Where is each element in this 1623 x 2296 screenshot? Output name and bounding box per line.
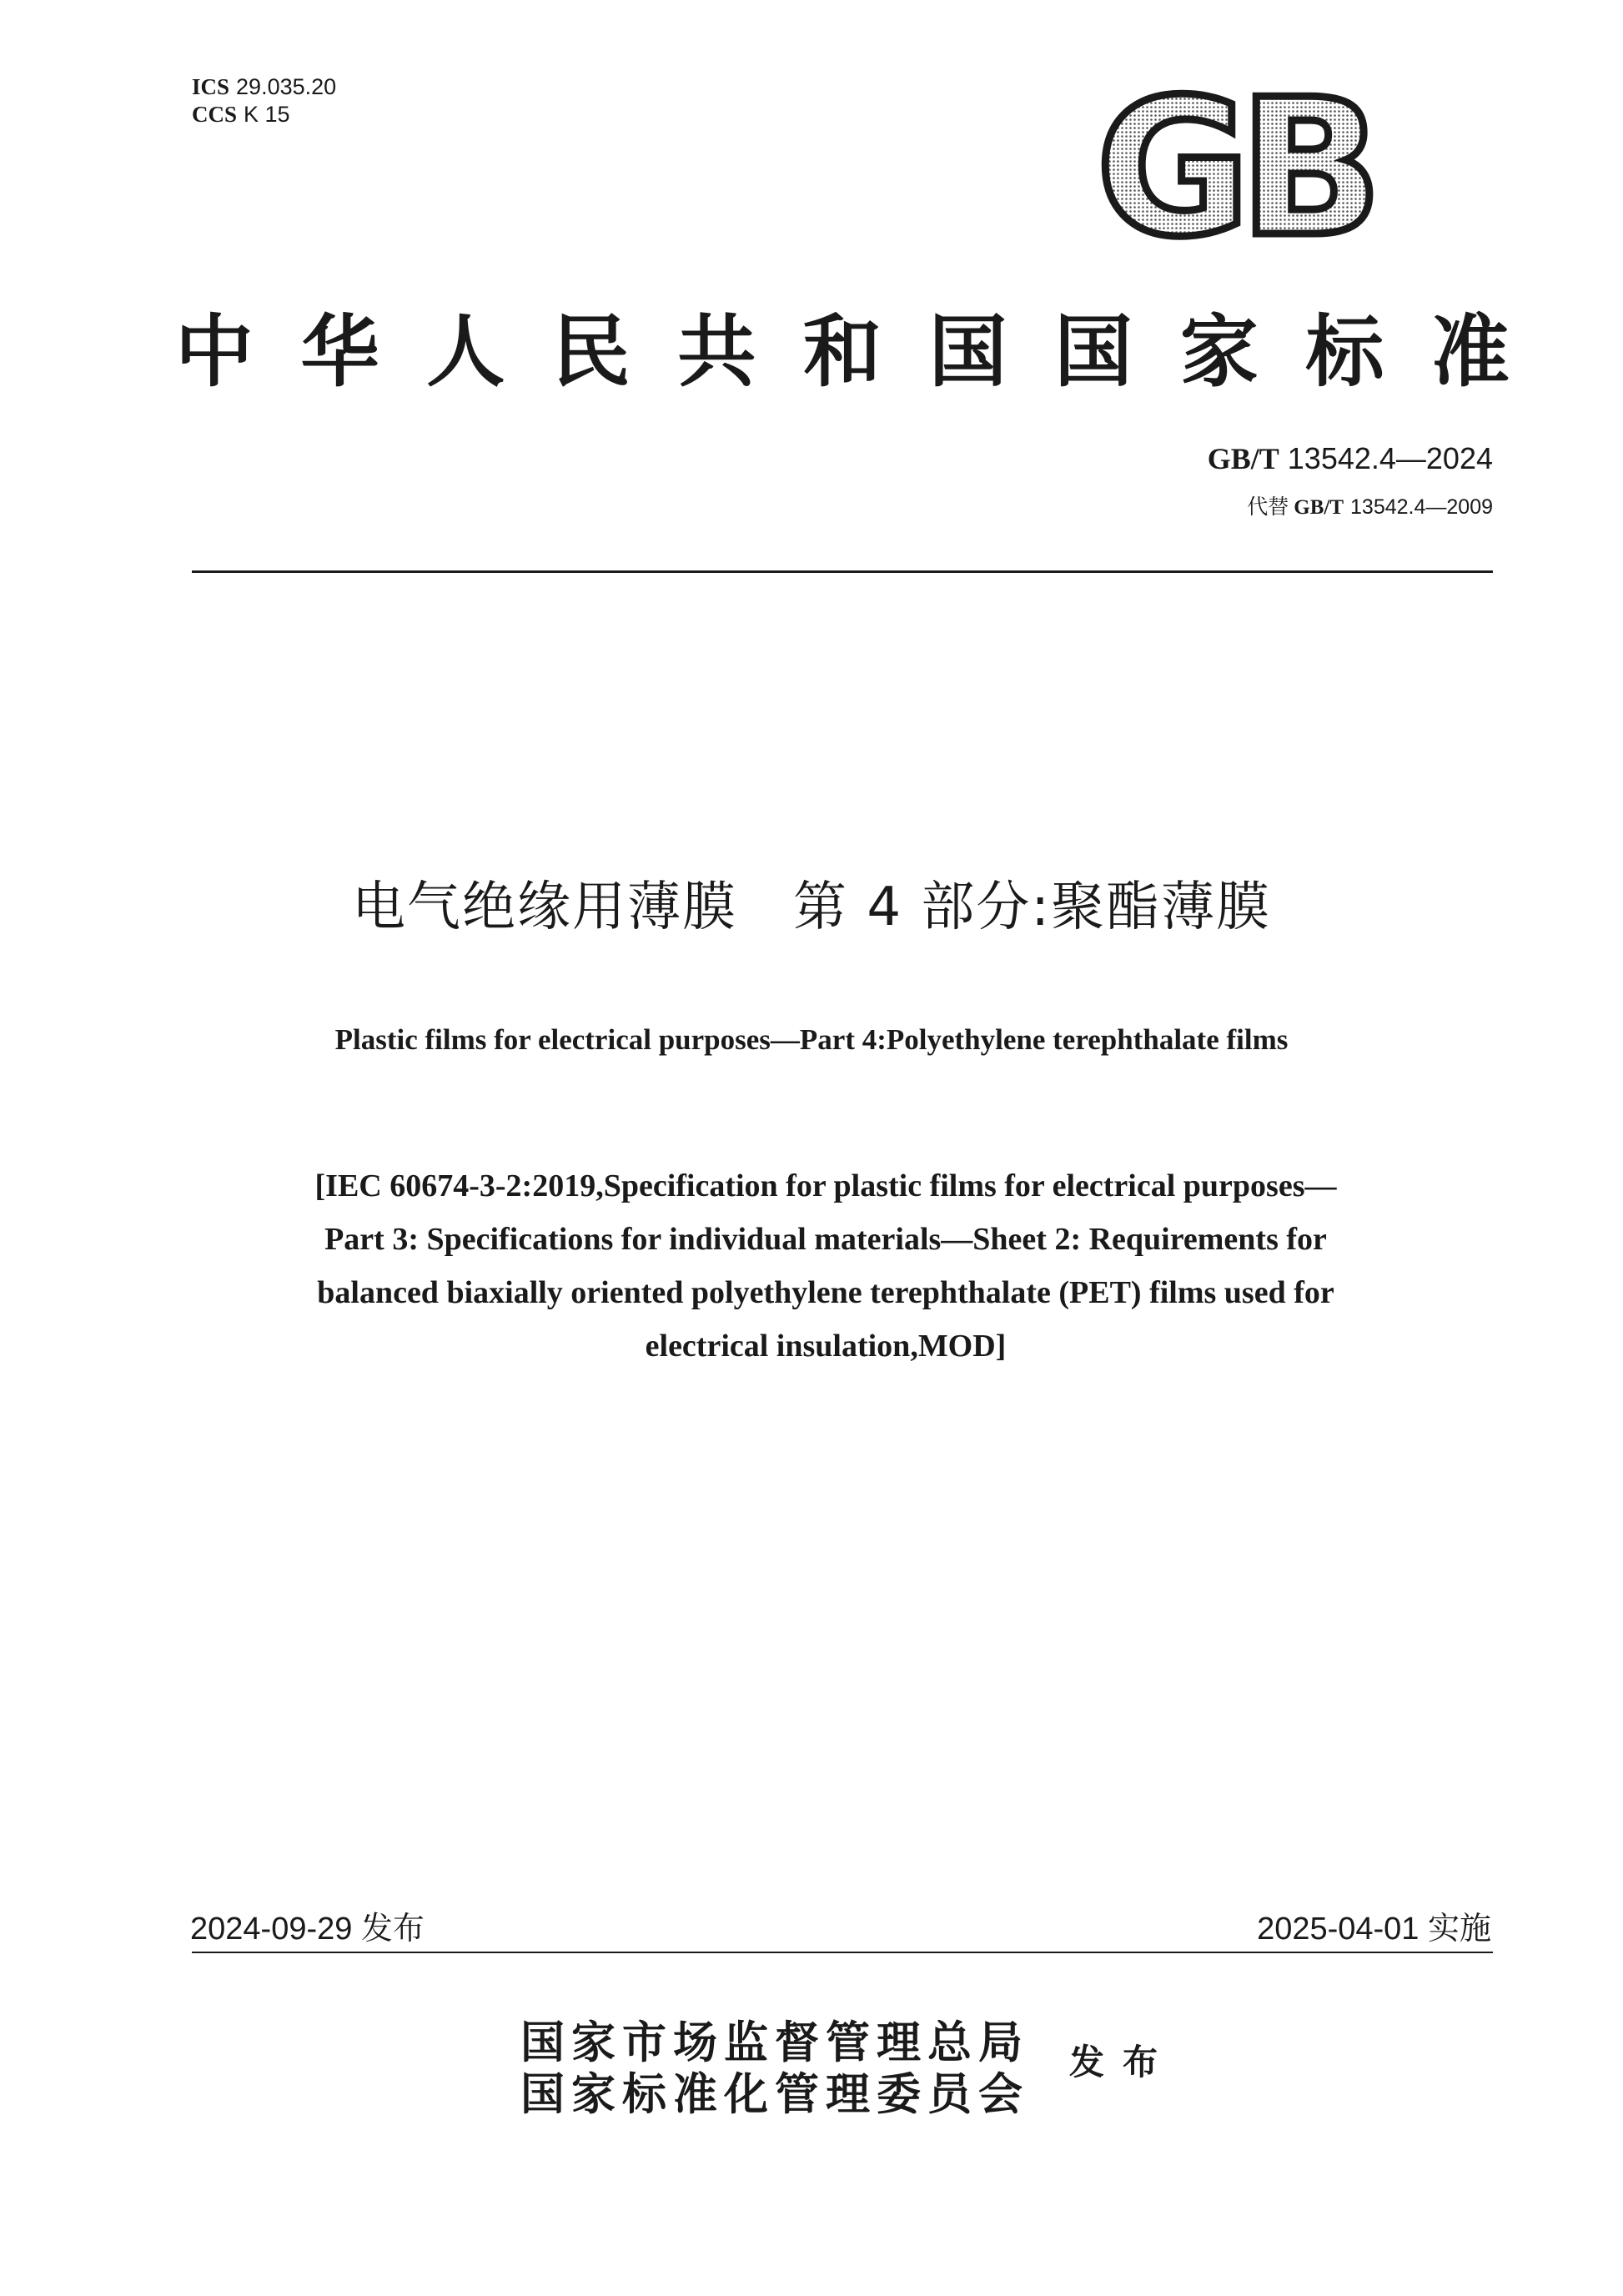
title-char: 准 [1430, 307, 1510, 398]
standard-number [1208, 440, 1493, 477]
issuer-line: 国家市场监督管理总局 [520, 2017, 1029, 2068]
issuing-authorities [520, 2017, 1029, 2120]
title-char: 和 [802, 307, 882, 398]
title-char: 民 [551, 307, 631, 398]
title-char: 标 [1305, 307, 1384, 398]
ics-code [192, 73, 336, 101]
replaces-label: 代替 [1247, 495, 1289, 519]
title-char: 国 [928, 307, 1007, 398]
ics-value: 29.035.20 [236, 74, 337, 99]
title-char: 华 [300, 307, 379, 398]
replaces-code: 13542.4—2009 [1350, 495, 1493, 519]
iec-reference [192, 1159, 1460, 1373]
iec-line: electrical insulation,MOD] [645, 1329, 1007, 1364]
replaces-standard [1247, 494, 1493, 521]
iec-line: [IEC 60674-3-2:2019,Specification for plastic films for electrical purposes— [314, 1168, 1337, 1203]
iec-line: Part 3: Specifications for individual materials—Sheet 2: Requirements for [324, 1222, 1327, 1257]
issue-action: 发布 [1069, 2042, 1177, 2082]
national-standard-title [175, 299, 1510, 407]
iec-line: balanced biaxially oriented polyethylene terephthalate (PET) films used for [317, 1275, 1334, 1310]
ccs-code [192, 101, 336, 128]
title-char: 家 [1179, 307, 1259, 398]
implementation-date: 2025-04-01 实施 [1257, 1912, 1491, 1947]
standard-prefix: GB/T [1207, 442, 1279, 475]
header-divider [192, 570, 1493, 573]
standard-code: 13542.4—2024 [1287, 441, 1493, 475]
ics-label: ICS [192, 74, 230, 99]
issuer-line: 国家标准化管理委员会 [520, 2068, 1029, 2120]
gb-logo-icon [1091, 80, 1413, 247]
classification-codes [192, 73, 336, 128]
footer-divider [192, 1952, 1493, 1953]
replaces-prefix: GB/T [1294, 496, 1344, 519]
ccs-value: K 15 [244, 102, 290, 127]
title-char: 中 [175, 307, 254, 398]
issue-date: 2024-09-29 发布 [190, 1912, 425, 1947]
document-title-en: Plastic films for electrical purposes—Part 4:Polyethylene terephthalate films [334, 1023, 1289, 1056]
title-char: 共 [677, 307, 756, 398]
title-char: 国 [1054, 307, 1133, 398]
title-char: 人 [426, 307, 505, 398]
document-title-cn: 电气绝缘用薄膜 第 4 部分:聚酯薄膜 [352, 877, 1271, 938]
ccs-label: CCS [192, 102, 238, 127]
gb-logo-text: GB [1096, 80, 1371, 247]
